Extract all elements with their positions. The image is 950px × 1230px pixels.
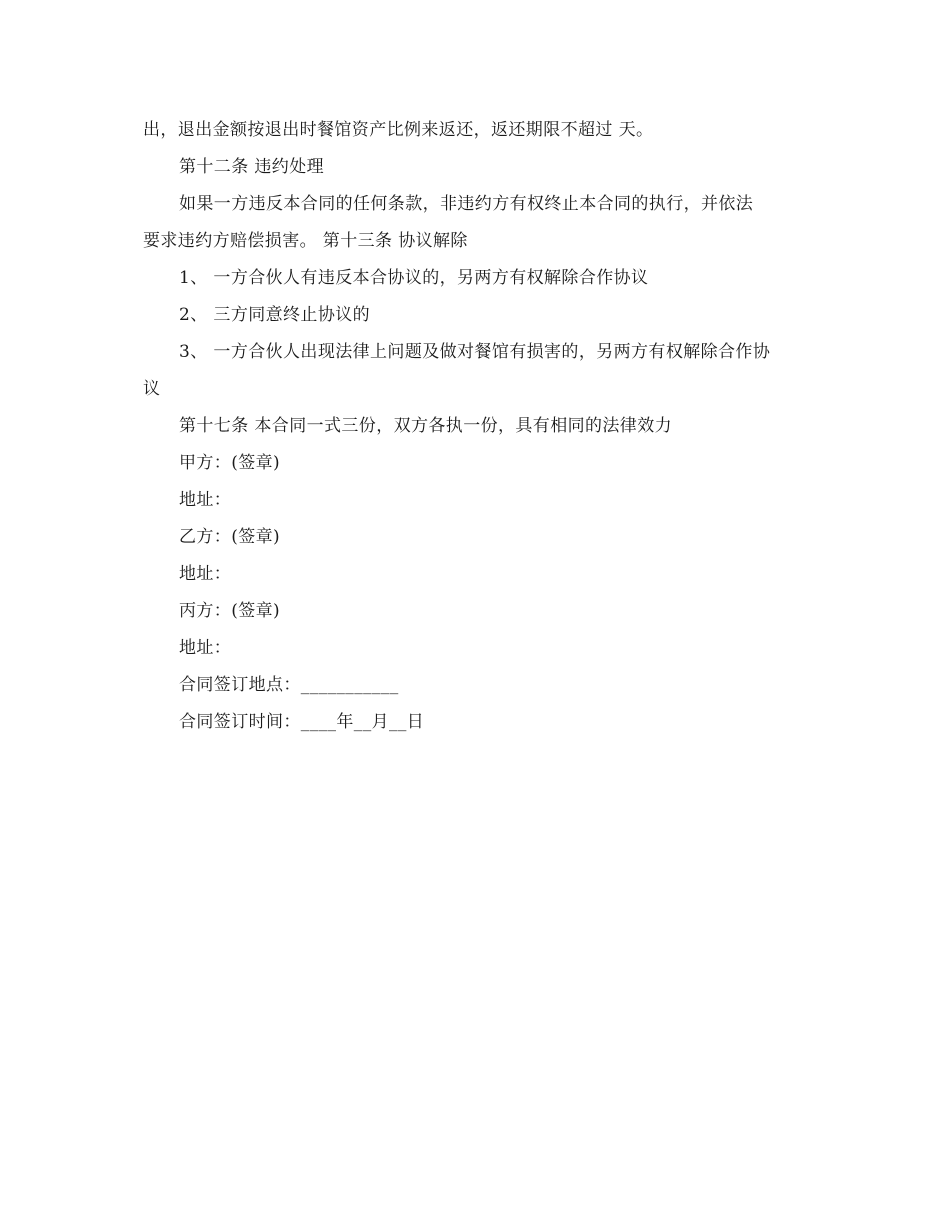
party-b-signature: 乙方：(签章) <box>179 527 281 547</box>
list-item-termination-1: 1、 一方合伙人有违反本合协议的，另两方有权解除合作协议 <box>179 268 649 288</box>
party-a-address: 地址： <box>179 490 232 510</box>
party-c-signature: 丙方：(签章) <box>179 601 281 621</box>
signing-place: 合同签订地点：___________ <box>179 675 399 695</box>
list-item-termination-2: 2、 三方同意终止协议的 <box>179 305 371 325</box>
heading-article-12: 第十二条 违约处理 <box>179 157 325 177</box>
text-line-breach-1: 如果一方违反本合同的任何条款，非违约方有权终止本合同的执行，并依法 <box>179 194 754 214</box>
signing-date: 合同签订时间：____年__月__日 <box>179 712 425 732</box>
list-item-termination-3-cont: 议 <box>143 379 161 399</box>
heading-article-17: 第十七条 本合同一式三份，双方各执一份，具有相同的法律效力 <box>179 416 673 436</box>
list-item-termination-3: 3、 一方合伙人出现法律上问题及做对餐馆有损害的，另两方有权解除合作协 <box>179 342 771 362</box>
text-line-breach-2: 要求违约方赔偿损害。 第十三条 协议解除 <box>143 231 468 251</box>
party-c-address: 地址： <box>179 638 232 658</box>
document-body <box>143 112 815 741</box>
party-b-address: 地址： <box>179 564 232 584</box>
text-line-refund-terms: 出，退出金额按退出时餐馆资产比例来返还，返还期限不超过 天。 <box>143 120 654 140</box>
party-a-signature: 甲方：(签章) <box>179 453 281 473</box>
